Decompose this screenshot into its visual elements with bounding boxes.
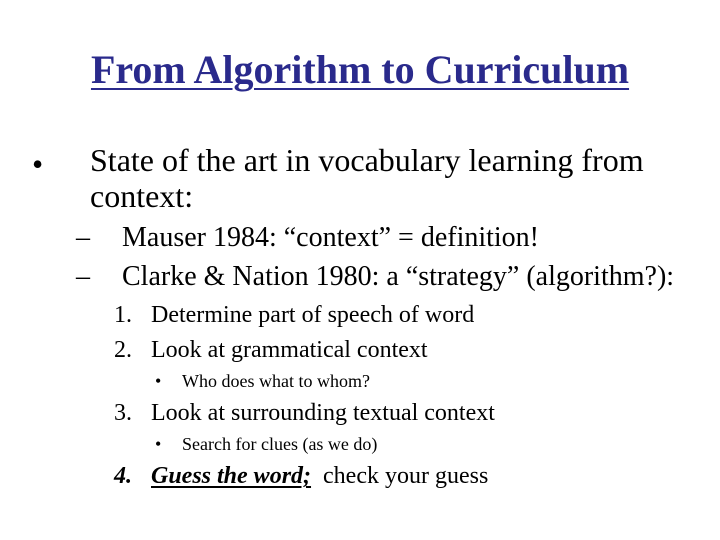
step-number: 4.: [114, 463, 132, 489]
sub-step-text: Who does what to whom?: [182, 371, 370, 391]
sub-step-marker: •: [155, 371, 162, 391]
step-emphasis: Guess the word;: [151, 463, 312, 489]
bullet-marker: •: [32, 146, 44, 182]
step-text: Look at surrounding textual context: [151, 400, 495, 426]
step-text: check your guess: [323, 463, 489, 489]
slide-title: [0, 46, 720, 94]
step-text: Look at grammatical context: [151, 337, 428, 363]
step-number: 3.: [114, 400, 132, 426]
sub-step-marker: •: [155, 434, 162, 454]
step-text-line: [151, 462, 488, 490]
step-number: 2.: [114, 337, 132, 363]
subbullet-marker: –: [76, 261, 90, 292]
step-number: 1.: [114, 302, 132, 328]
subbullet-text: Clarke & Nation 1980: a “strategy” (algorithm?):: [122, 261, 675, 292]
bullet-text: State of the art in vocabulary learning from context:: [90, 142, 644, 214]
subbullet-text: Mauser 1984: “context” = definition!: [122, 222, 540, 253]
slide-title-text: From Algorithm to Curriculum: [90, 47, 630, 92]
sub-step-text: Search for clues (as we do): [182, 434, 378, 454]
step-text: Determine part of speech of word: [151, 302, 475, 328]
subbullet-marker: –: [76, 222, 90, 253]
